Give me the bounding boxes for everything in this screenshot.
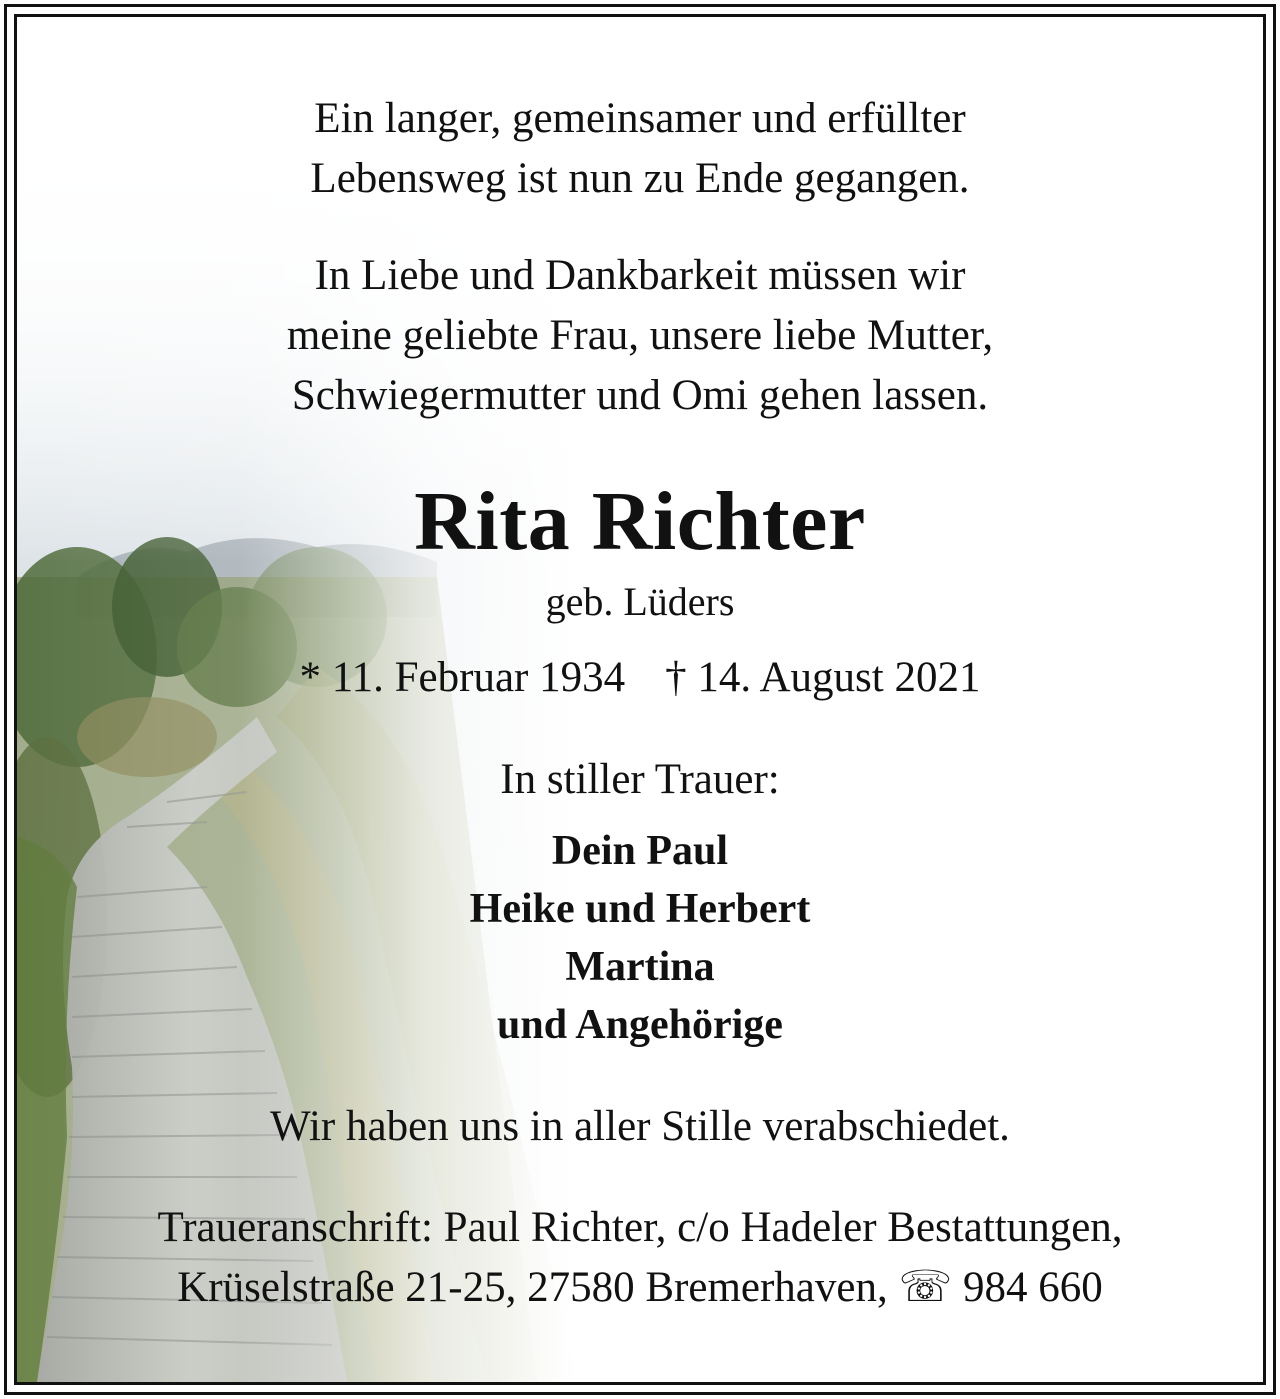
- deceased-name: Rita Richter: [414, 475, 866, 568]
- obituary-text: [17, 17, 1263, 1382]
- address-line: Krüselstraße 21-25, 27580 Bremerhaven, ☏ 984 660: [177, 1264, 1103, 1311]
- birth-date: * 11. Februar 1934: [299, 654, 626, 701]
- birth-name: geb. Lüders: [545, 579, 735, 624]
- verse-line: meine geliebte Frau, unsere liebe Mutter,: [286, 312, 994, 359]
- mourner-name: Martina: [565, 944, 715, 990]
- mourners-intro: In stiller Trauer:: [500, 756, 780, 803]
- mourner-name: Dein Paul: [551, 828, 729, 874]
- verse-line: Schwiegermutter und Omi gehen lassen.: [291, 372, 989, 419]
- verse-line: In Liebe und Dankbarkeit müssen wir: [314, 252, 966, 299]
- obituary-card: [14, 14, 1266, 1385]
- verse-line: Ein langer, gemeinsamer und erfüllter: [314, 95, 966, 142]
- death-date: † 14. August 2021: [665, 654, 981, 701]
- address-line: Traueranschrift: Paul Richter, c/o Hadeler Bestattungen,: [157, 1204, 1123, 1251]
- life-dates: [17, 653, 1263, 703]
- closing-line: Wir haben uns in aller Stille verabschiedet.: [270, 1103, 1010, 1150]
- mourner-name: Heike und Herbert: [469, 886, 811, 932]
- verse-line: Lebensweg ist nun zu Ende gegangen.: [310, 155, 970, 202]
- mourner-name: und Angehörige: [497, 1002, 783, 1048]
